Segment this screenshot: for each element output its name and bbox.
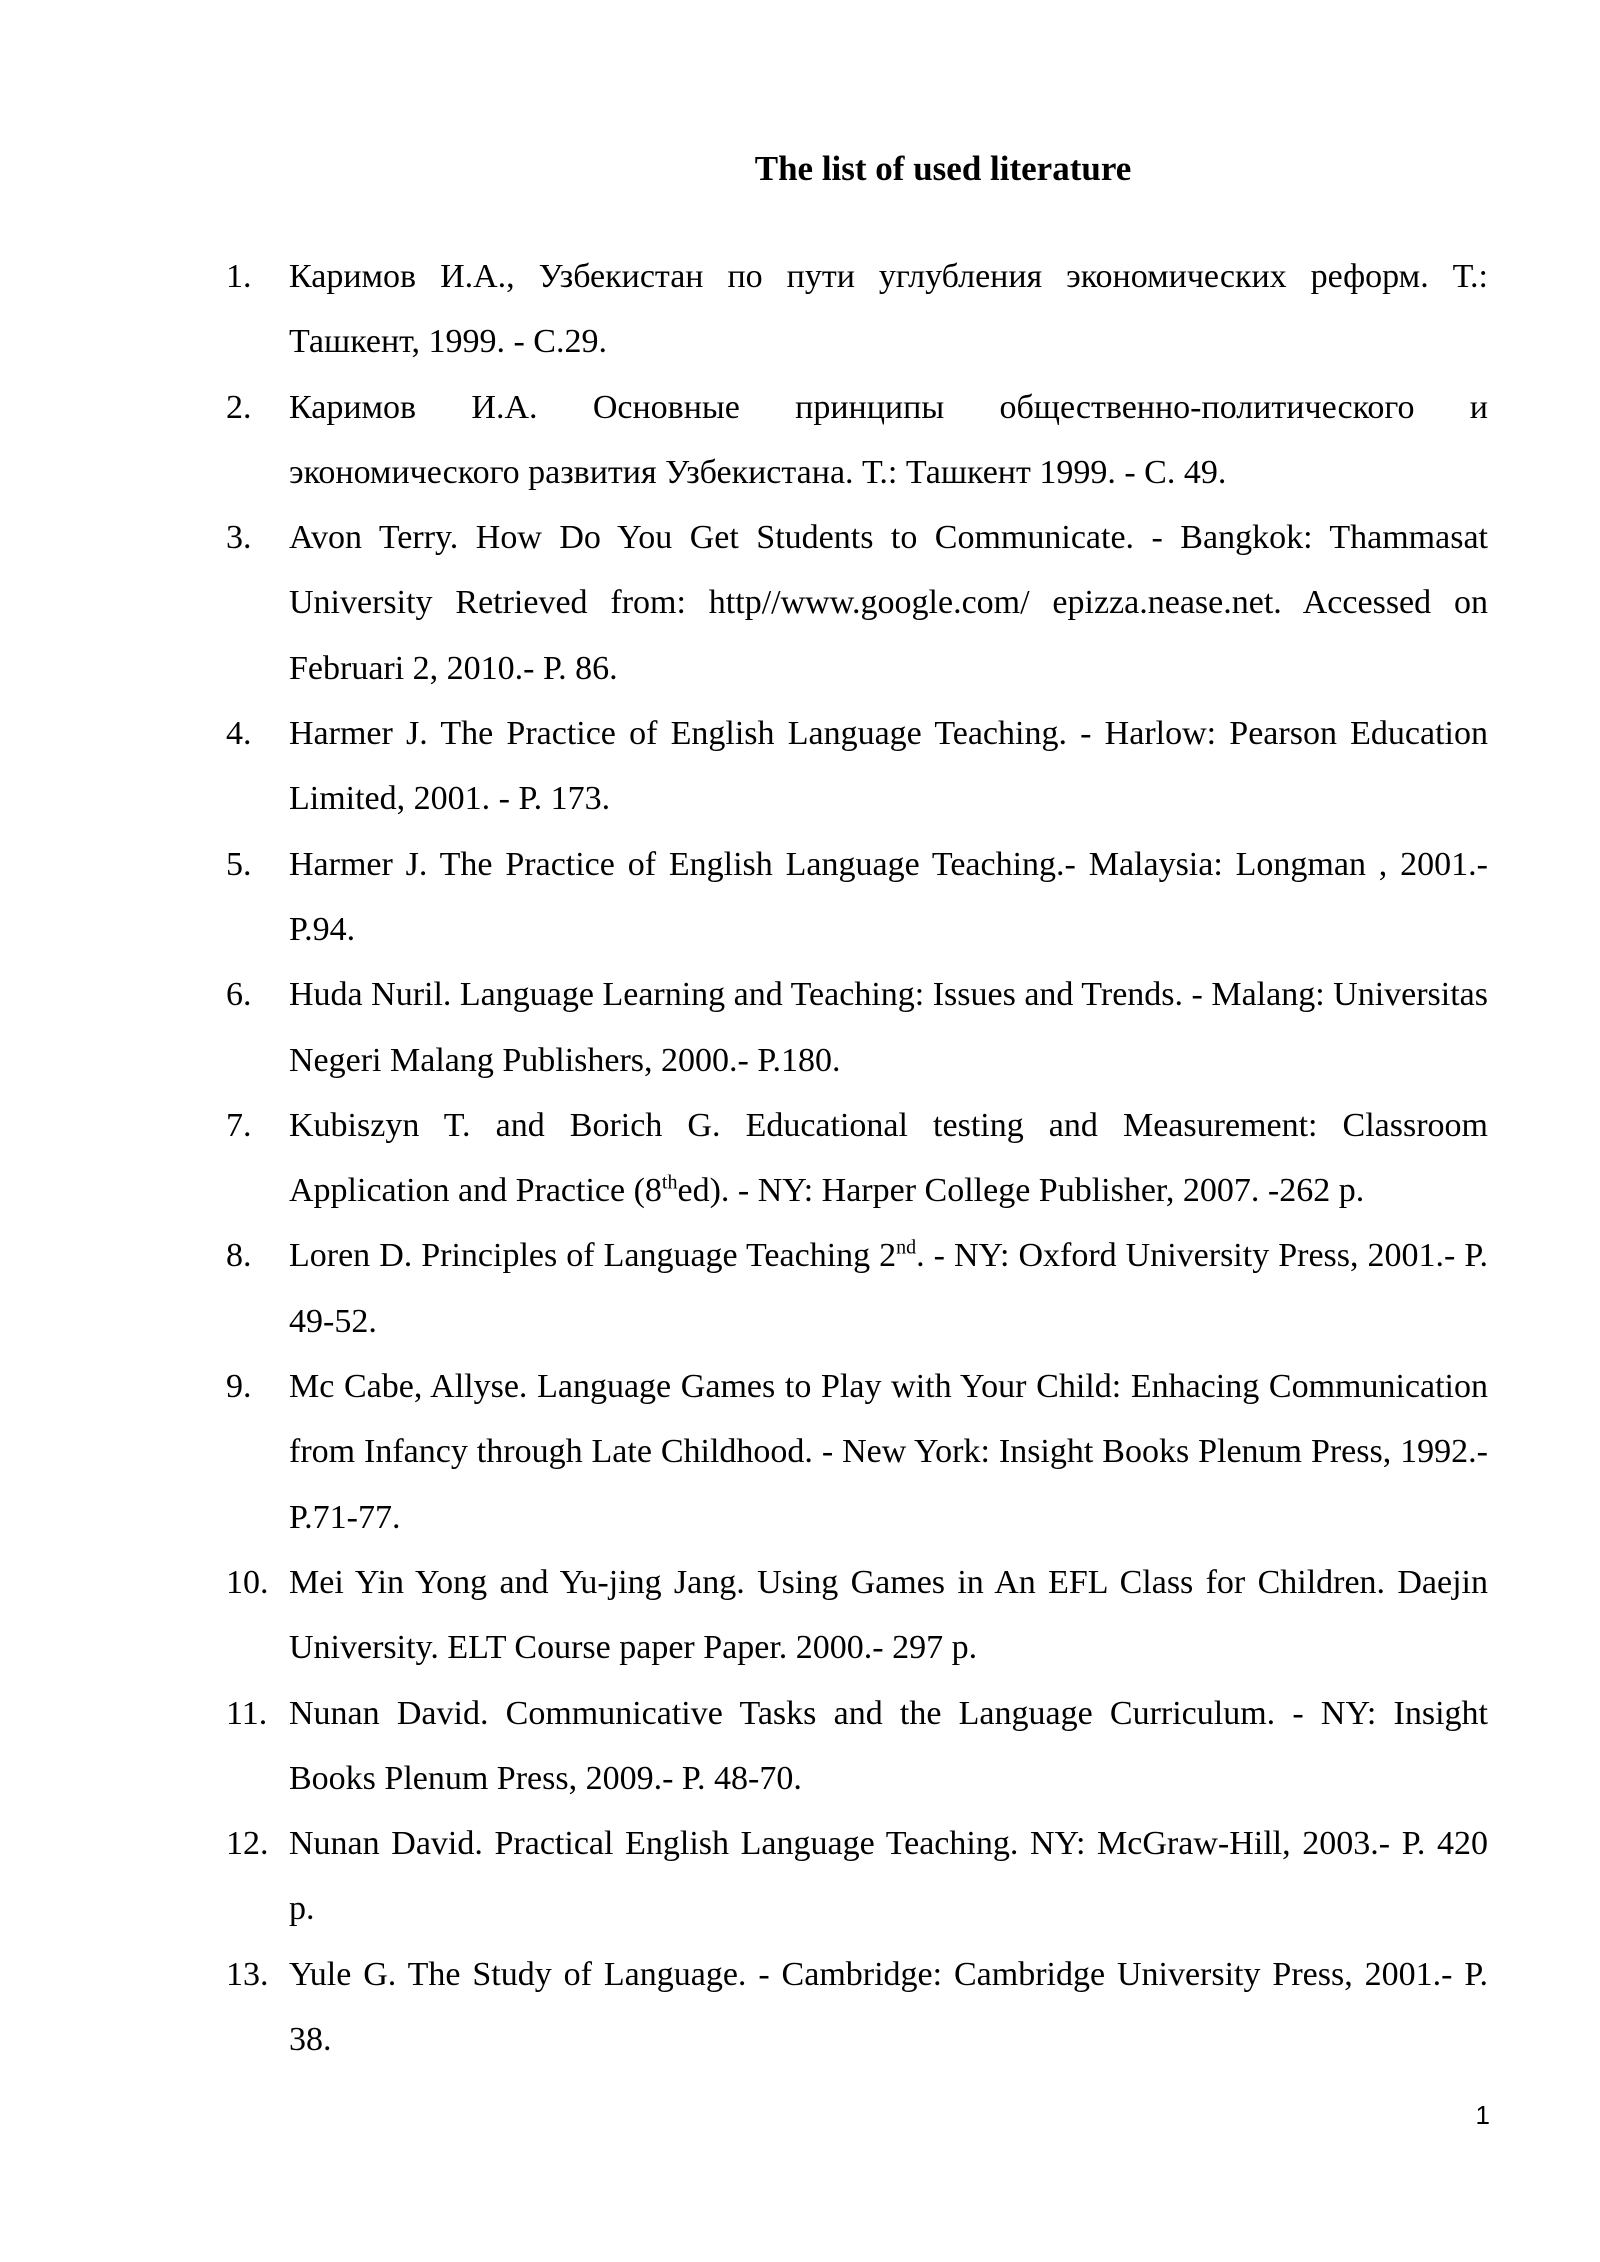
reference-text-part: Loren D. Principles of Language Teaching 2 [289,1237,897,1275]
reference-item [226,1354,1488,1550]
reference-number: 6. [226,976,252,1014]
reference-number: 7. [226,1106,252,1144]
reference-text: Avon Terry. How Do You Get Students to Communicate. - Bangkok: Thammasat University Retrieved from: http//www.google.com/ epizza.nease.net. Accessed on Februari 2, 2010.- P. 86. [289,519,1488,687]
reference-number: 4. [226,715,252,753]
reference-item [226,701,1488,832]
reference-item [226,1811,1488,1942]
reference-number: 13. [226,1955,269,1993]
reference-item [226,375,1488,506]
reference-number: 11. [226,1694,268,1732]
reference-number: 12. [226,1825,269,1863]
reference-text-part: Kubiszyn T. and Borich G. Educational testing and Measurement: Classroom Application and Practice (8 [289,1106,1488,1210]
reference-text-part: . - NY: Oxford University Press, 2001.- P. 49-52. [289,1237,1488,1340]
superscript-ordinal: th [661,1171,678,1194]
reference-item [226,244,1488,375]
page-title: The list of used literature [754,149,1132,188]
reference-number: 10. [226,1563,269,1601]
reference-text: Каримов И.А. Основные принципы общественно-политического и экономического развития Узбекистана. Т.: Ташкент 1999. - С. 49. [289,388,1488,491]
reference-item [226,1550,1488,1681]
reference-text: Harmer J. The Practice of English Language Teaching. - Harlow: Pearson Education Limited, 2001. - P. 173. [289,715,1488,818]
reference-number: 8. [226,1237,252,1275]
reference-number: 9. [226,1368,252,1406]
reference-list [226,244,1488,2072]
reference-text: Nunan David. Practical English Language Teaching. NY: McGraw-Hill, 2003.- P. 420 p. [289,1825,1488,1928]
reference-item [226,1223,1488,1354]
reference-item [226,832,1488,963]
reference-text: Harmer J. The Practice of English Language Teaching.- Malaysia: Longman , 2001.- P.94. [289,845,1488,948]
reference-item [226,1942,1488,2073]
reference-text: Mei Yin Yong and Yu-jing Jang. Using Games in An EFL Class for Children. Daejin University. ELT Course paper Paper. 2000.- 297 p. [289,1563,1488,1667]
reference-text: Yule G. The Study of Language. - Cambridge: Cambridge University Press, 2001.- P. 38. [289,1955,1488,2059]
reference-number: 1. [226,258,252,295]
reference-text: Mc Cabe, Allyse. Language Games to Play with Your Child: Enhacing Communication from Infancy through Late Childhood. - New York: Insight Books Plenum Press, 1992.- P.71-77. [289,1368,1488,1536]
reference-text: Nunan David. Communicative Tasks and the Language Curriculum. - NY: Insight Books Plenum Press, 2009.- P. 48-70. [289,1694,1488,1797]
reference-text: Huda Nuril. Language Learning and Teaching: Issues and Trends. - Malang: Universitas Negeri Malang Publishers, 2000.- P.180. [289,976,1488,1079]
superscript-ordinal: nd [896,1237,917,1260]
reference-text [289,1107,1488,1209]
reference-number: 5. [226,845,252,883]
reference-text: Каримов И.А., Узбекистан по пути углубления экономических реформ. Т.: Ташкент, 1999. - С.29. [289,258,1488,361]
reference-text-part: ed). - NY: Harper College Publisher, 2007. -262 p. [677,1172,1365,1210]
reference-number: 3. [226,519,252,557]
reference-text [289,1237,1488,1339]
reference-number: 2. [226,388,252,426]
reference-item [226,505,1488,701]
reference-item [226,1093,1488,1224]
page-number: 1 [1475,2100,1490,2130]
reference-item [226,962,1488,1093]
reference-item [226,1681,1488,1812]
